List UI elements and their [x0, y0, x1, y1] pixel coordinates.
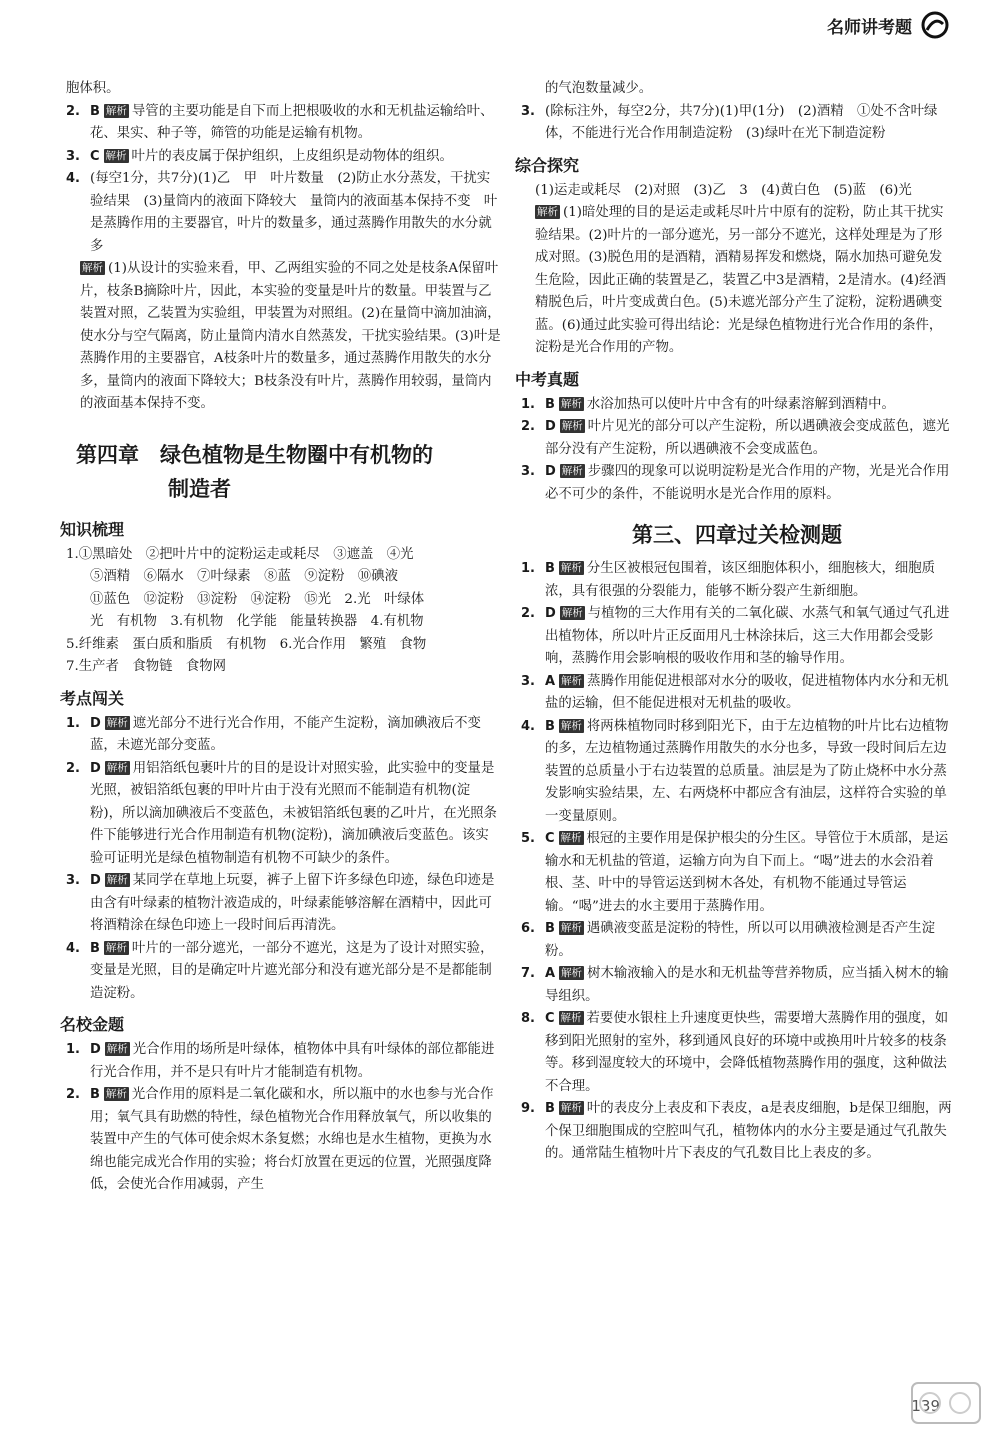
- item-text: 光合作用的场所是叶绿体，植物体中具有叶绿体的部位都能进行光合作用，并不是只有叶片才能制造有机物。: [90, 1042, 495, 1080]
- item-number: 2.: [66, 1087, 80, 1102]
- item-number: 3.: [521, 464, 535, 479]
- chapter-title-line2: 制造者: [168, 476, 231, 501]
- page-number: 139: [911, 1397, 940, 1415]
- item-answer: D: [90, 1042, 101, 1057]
- knowledge-list: [66, 544, 502, 679]
- answer-item: [521, 671, 953, 716]
- item-number: 8.: [521, 1011, 535, 1026]
- analysis-tag: 解析: [560, 922, 582, 934]
- item-number: 1.: [521, 396, 535, 412]
- item-number: 4.: [66, 940, 80, 956]
- item-number: 4.: [66, 171, 80, 186]
- item-text: 根冠的主要作用是保护根尖的分生区。导管位于木质部，是运输水和无机盐的管道，运输方向为自下而上。“喝”进去的水会沿着根、茎、叶中的导管运送到树木各处，有机物不能通过导管运输。“喝”进去的水主要用于蒸腾作用。: [545, 831, 949, 914]
- item-number: 7.: [521, 966, 535, 981]
- item-text: 蒸腾作用能促进根部对水分的吸收，促进植物体内水分和无机盐的运输，但不能促进根对无机盐的吸收。: [545, 673, 949, 711]
- answer-item: [66, 758, 502, 871]
- answer-item: [521, 101, 953, 146]
- knowledge-line: ⑤酒精 ⑥隔水 ⑦叶绿素 ⑧蓝 ⑨淀粉 ⑩碘液: [90, 569, 398, 584]
- item-answer: B: [545, 921, 555, 936]
- continuation-text: 的气泡数量减少。: [545, 81, 653, 96]
- continuation-text: 胞体积。: [66, 81, 120, 96]
- answer-item: [66, 870, 502, 938]
- knowledge-line: 1.①黑暗处 ②把叶片中的淀粉运走或耗尽 ③遮盖 ④光: [66, 546, 414, 562]
- knowledge-line: 7.生产者 食物链 食物网: [66, 659, 227, 674]
- item-answer: B: [90, 1087, 100, 1102]
- item-number: 3.: [66, 148, 80, 164]
- item-answer: D: [90, 873, 101, 888]
- item-text: (1)暗处理的目的是运走或耗尽叶片中原有的淀粉，防止其干扰实验结果。(2)叶片的一部分遮光，另一部分不遮光，这样处理是为了形成对照。(3)脱色用的是酒精，酒精易挥发和燃烧，隔水加热可避免发生危险，因此正确的装置是乙，装置乙中3是酒精，2是清水。(4)经酒精脱色后，叶片变成黄白色。(5)未遮光部分产生了淀粉，淀粉遇碘变蓝。(6)通过此实验可得出结论：光是绿色植物进行光合作用的条件，淀粉是光合作用的产物。: [535, 205, 946, 355]
- section-heading-mingxiao: 名校金题: [60, 1015, 125, 1034]
- analysis-tag: 解析: [561, 607, 583, 619]
- item-answer: A: [545, 966, 556, 981]
- analysis-tag: 解析: [560, 832, 582, 844]
- answer-item: [521, 716, 953, 829]
- item-answer: B: [545, 396, 555, 412]
- header-brand: [827, 10, 952, 40]
- analysis-tag: 解析: [106, 874, 128, 886]
- item-text: 将两株植物同时移到阳光下，由于左边植物的叶片比右边植物的多，左边植物通过蒸腾作用散失的水分也多，导致一段时间后左边装置的总质量小于右边装置的总质量。油层是为了防止烧杯中水分蒸发影响实验结果，左、右两烧杯中都应含有油层，这样符合实验的单一变量原则。: [545, 718, 949, 824]
- zonghe-answer: (1)运走或耗尽 (2)对照 (3)乙 3 (4)黄白色 (5)蓝 (6)光: [535, 182, 912, 198]
- analysis-tag: 解析: [560, 1102, 582, 1114]
- item-answer: B: [90, 940, 100, 956]
- analysis-tag: 解析: [561, 465, 583, 477]
- watermark-stamp-icon: [910, 1377, 982, 1427]
- item-number: 2.: [66, 103, 80, 119]
- analysis-tag: 解析: [560, 562, 582, 574]
- answer-item: [66, 168, 502, 258]
- left-column: [60, 78, 502, 1197]
- item-answer: D: [545, 464, 556, 479]
- item-number: 3.: [521, 673, 535, 689]
- analysis-tag: 解析: [105, 104, 127, 117]
- answer-item: [521, 461, 953, 506]
- answer-item: [521, 828, 953, 918]
- knowledge-line: 5.纤维素 蛋白质和脂质 有机物 6.光合作用 繁殖 食物: [66, 636, 427, 652]
- chapter-title-line1: 第四章 绿色植物是生物圈中有机物的: [76, 442, 433, 467]
- analysis-tag: 解析: [106, 761, 128, 774]
- item-answer: C: [545, 831, 555, 846]
- answer-item: [521, 416, 953, 461]
- item-number: 5.: [521, 831, 535, 846]
- section-heading-zonghe: 综合探究: [515, 155, 580, 175]
- item-number: 2.: [521, 419, 535, 434]
- item-text: 叶片见光的部分可以产生淀粉，所以遇碘液会变成蓝色，遮光部分没有产生淀粉，所以遇碘液不会变成蓝色。: [545, 419, 950, 457]
- item-number: 2.: [521, 606, 535, 621]
- answer-item: [66, 101, 502, 146]
- item-text: 用铝箔纸包裹叶片的目的是设计对照实验，此实验中的变量是光照，被铝箔纸包裹的甲叶片由于没有光照而不能制造有机物(淀粉)，所以滴加碘液后不变蓝色，未被铝箔纸包裹的乙叶片，在光照条件下能够进行光合作用制造有机物(淀粉)，滴加碘液后变蓝色。该实验可证明光是绿色植物制造有机物不可缺少的条件。: [90, 760, 497, 866]
- knowledge-line: 光 有机物 3.有机物 化学能 能量转换器 4.有机物: [90, 614, 424, 629]
- section-heading-zhishi: 知识梳理: [60, 519, 125, 539]
- answer-item: [66, 713, 502, 758]
- analysis-tag: 解析: [537, 206, 558, 218]
- answer-item: [521, 1008, 953, 1098]
- brand-logo-icon: [918, 10, 952, 40]
- item-text: 叶片的表皮属于保护组织，上皮组织是动物体的组织。: [131, 148, 453, 164]
- item-answer: A: [545, 673, 556, 689]
- item-number: 1.: [521, 561, 535, 576]
- answer-item: [66, 1084, 502, 1197]
- brand-title: 名师讲考题: [827, 17, 912, 38]
- answer-item: [66, 938, 502, 1006]
- item-number: 3.: [66, 873, 80, 888]
- analysis-tag: 解析: [560, 1012, 582, 1024]
- answer-item: [521, 963, 953, 1008]
- answer-item: [521, 1098, 953, 1166]
- item-text: 遮光部分不进行光合作用，不能产生淀粉，滴加碘液后不变蓝，未遮光部分变蓝。: [90, 715, 481, 753]
- item-answer: B: [90, 103, 100, 119]
- analysis-tag: 解析: [560, 719, 582, 732]
- item-text: 遇碘液变蓝是淀粉的特性，所以可以用碘液检测是否产生淀粉。: [545, 921, 936, 959]
- item-number: 1.: [66, 1042, 80, 1057]
- section-heading-zhongkao: 中考真题: [515, 369, 580, 389]
- item-text: (除标注外，每空2分，共7分)(1)甲(1分) (2)酒精 ①处不含叶绿体，不能进行光合作用制造淀粉 (3)绿叶在光下制造淀粉: [545, 103, 938, 141]
- item-number: 9.: [521, 1101, 535, 1116]
- item-text: 光合作用的原料是二氧化碳和水，所以瓶中的水也参与光合作用；氧气具有助燃的特性，绿色植物光合作用释放氧气，所以收集的装置中产生的气体可使余烬木条复燃；水绵也是水生植物，更换为水绵也能完成光合作用的实验；将台灯放置在更远的位置，光照强度降低，会使光合作用减弱，产生: [90, 1087, 494, 1192]
- item-text: 导管的主要功能是自下而上把根吸收的水和无机盐运输给叶、花、果实、种子等，筛管的功能是运输有机物。: [90, 103, 494, 141]
- item-answer: D: [545, 606, 556, 621]
- item-answer: B: [545, 718, 555, 734]
- item-number: 6.: [521, 921, 535, 936]
- item-answer: D: [90, 715, 101, 731]
- item-text: 某同学在草地上玩耍，裤子上留下许多绿色印迹，绿色印迹是由含有叶绿素的植物汁液造成的，叶绿素能够溶解在酒精中，因此可将酒精涂在绿色印迹上一段时间后再清洗。: [90, 873, 495, 933]
- item-text: 叶的表皮分上表皮和下表皮，a是表皮细胞，b是保卫细胞，两个保卫细胞围成的空腔叫气孔，植物体内的水分主要是通过气孔散失的。通常陆生植物叶片下表皮的气孔数目比上表皮的多。: [545, 1101, 952, 1161]
- analysis-paragraph: [66, 258, 502, 416]
- item-text: 分生区被根冠包围着，该区细胞体积小，细胞核大，细胞质浓，具有很强的分裂能力，能够不断分裂产生新细胞。: [545, 561, 936, 599]
- analysis-tag: 解析: [105, 149, 127, 162]
- item-text: 叶片的一部分遮光，一部分不遮光，这是为了设计对照实验，变量是光照，目的是确定叶片遮光部分和没有遮光部分是不是都能制造淀粉。: [90, 940, 494, 1001]
- item-text: (1)从设计的实验来看，甲、乙两组实验的不同之处是枝条A保留叶片，枝条B摘除叶片，因此，本实验的变量是叶片的数量。甲装置与乙装置对照，乙装置为实验组，甲装置为对照组。(2)在量筒中滴加油滴，使水分与空气隔离，防止量筒内清水自然蒸发，干扰实验结果。(3)叶是蒸腾作用的主要器官，A枝条叶片的数量多，通过蒸腾作用散失的水分多，量筒内的液面下降较大；B枝条没有叶片，蒸腾作用较弱，量筒内的液面基本保持不变。: [80, 261, 501, 411]
- section-heading-kaodian: 考点闯关: [60, 688, 125, 708]
- item-text: 若要使水银柱上升速度更快些，需要增大蒸腾作用的强度，如移到阳光照射的室外，移到通风良好的环境中或换用叶片较多的枝条等。移到湿度较大的环境中，会降低植物蒸腾作用的强度，这种做法不合理。: [545, 1011, 949, 1094]
- item-answer: D: [90, 760, 101, 776]
- answer-item: [521, 558, 953, 603]
- analysis-tag: 解析: [561, 967, 583, 979]
- item-text: 步骤四的现象可以说明淀粉是光合作用的产物，光是光合作用必不可少的条件，不能说明水是光合作用的原料。: [545, 464, 950, 502]
- item-text: 水浴加热可以使叶片中含有的叶绿素溶解到酒精中。: [586, 396, 895, 412]
- analysis-tag: 解析: [106, 716, 128, 729]
- item-answer: C: [545, 1011, 555, 1026]
- item-answer: C: [90, 148, 100, 164]
- answer-item: [66, 146, 502, 169]
- item-answer: B: [545, 561, 555, 576]
- analysis-tag: 解析: [106, 1043, 128, 1055]
- answer-item: [66, 1039, 502, 1084]
- item-answer: D: [545, 419, 556, 434]
- item-number: 1.: [66, 715, 80, 731]
- item-number: 3.: [521, 103, 535, 119]
- analysis-tag: 解析: [560, 397, 582, 410]
- section-title-guoguan: 第三、四章过关检测题: [632, 523, 842, 547]
- item-number: 4.: [521, 718, 535, 734]
- knowledge-line: ⑪蓝色 ⑫淀粉 ⑬淀粉 ⑭淀粉 ⑮光 2.光 叶绿体: [90, 591, 425, 607]
- analysis-paragraph: [521, 202, 953, 360]
- analysis-tag: 解析: [561, 420, 583, 432]
- answer-item: [521, 394, 953, 417]
- item-number: 2.: [66, 760, 80, 776]
- item-text: 与植物的三大作用有关的二氧化碳、水蒸气和氧气通过气孔进出植物体，所以叶片正反面用凡士林涂抹后，这三大作用都会受影响，蒸腾作用会影响根的吸收作用和茎的输导作用。: [545, 606, 950, 666]
- answer-item: [521, 918, 953, 963]
- right-column: [515, 78, 953, 1166]
- answer-item: [521, 603, 953, 671]
- item-text: 树木输液输入的是水和无机盐等营养物质，应当插入树木的输导组织。: [545, 966, 949, 1004]
- analysis-tag: 解析: [105, 941, 127, 954]
- item-text: (每空1分，共7分)(1)乙 甲 叶片数量 (2)防止水分蒸发，干扰实验结果 (3)量筒内的液面下降较大 量筒内的液面基本保持不变 叶是蒸腾作用的主要器官，叶片的数量多，通过蒸腾作用散失的水分就多: [90, 171, 498, 254]
- analysis-tag: 解析: [82, 262, 103, 274]
- item-answer: B: [545, 1101, 555, 1116]
- analysis-tag: 解析: [561, 674, 583, 687]
- analysis-tag: 解析: [105, 1088, 127, 1100]
- chapter-title: [76, 438, 502, 506]
